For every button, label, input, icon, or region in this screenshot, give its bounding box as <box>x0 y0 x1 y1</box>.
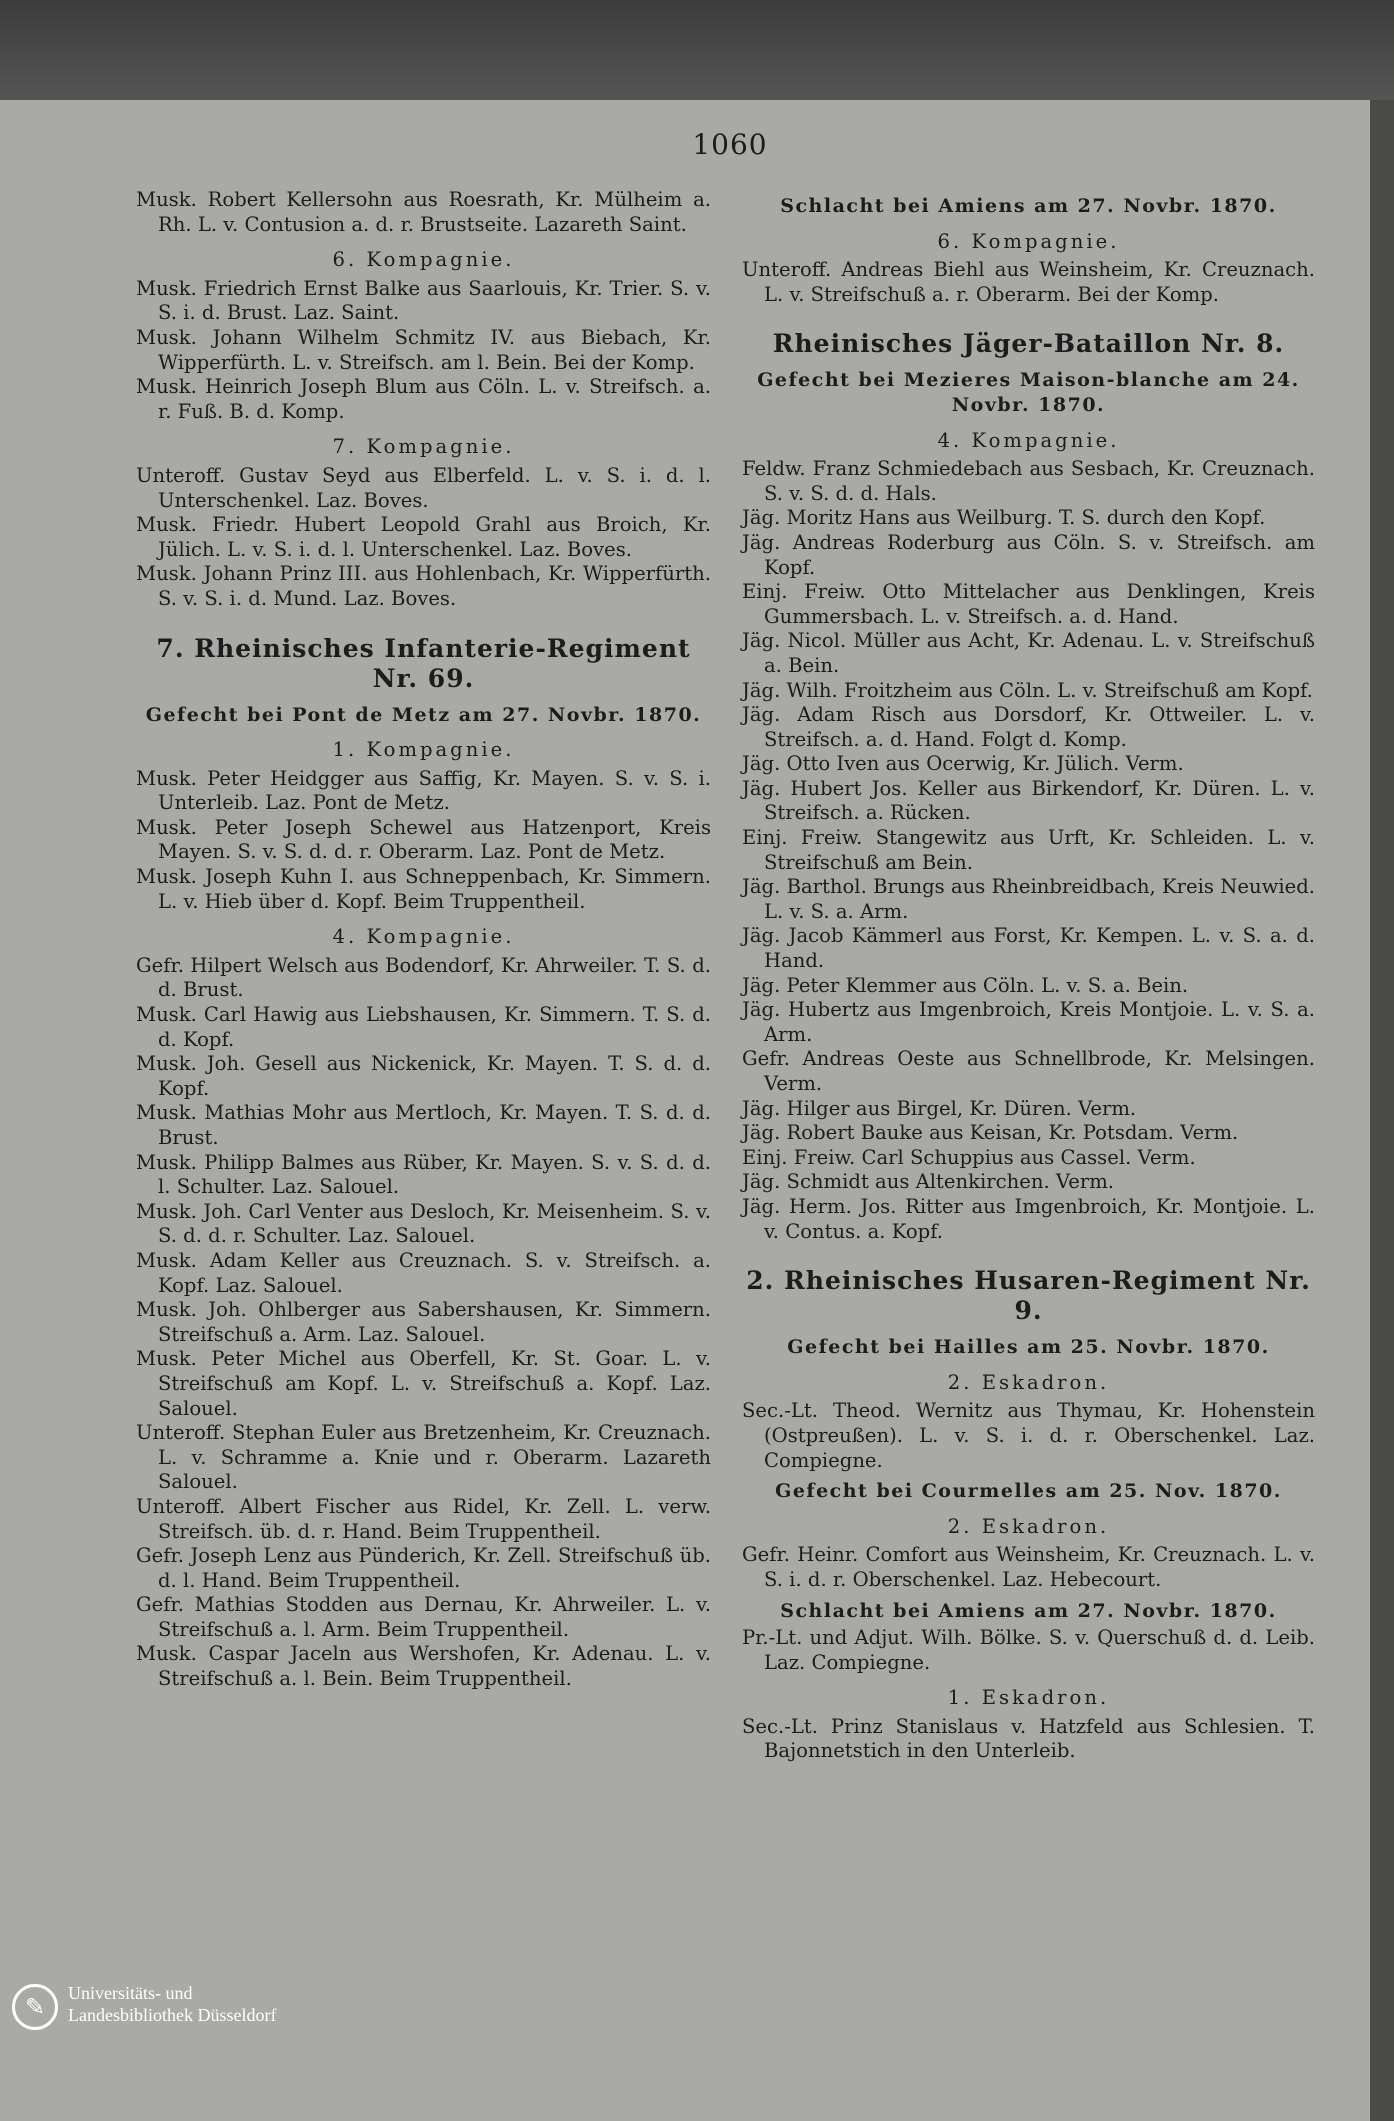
casualty-entry: Jäg. Moritz Hans aus Weilburg. T. S. durch den Kopf. <box>742 506 1266 530</box>
casualty-entry: Musk. Johann Wilhelm Schmitz IV. aus Biebach, Kr. Wipperfürth. L. v. Streifsch. am l. Bein. Bei der Komp. <box>136 325 711 374</box>
company-heading: 1. Kompagnie. <box>332 738 515 762</box>
ulb-logo-icon: ✎ <box>12 1984 58 2030</box>
company-heading: 7. Kompagnie. <box>332 435 515 459</box>
casualty-entry: Jäg. Peter Klemmer aus Cöln. L. v. S. a. Bein. <box>742 973 1189 997</box>
left-column <box>136 188 711 1692</box>
casualty-entry: Sec.-Lt. Theod. Wernitz aus Thymau, Kr. Hohenstein (Ostpreußen). L. v. S. i. d. r. Oberschenkel. Laz. Compiegne. <box>742 1399 1315 1472</box>
company-heading: 1. Eskadron. <box>947 1686 1110 1710</box>
casualty-entry: Musk. Heinrich Joseph Blum aus Cöln. L. v. Streifsch. a. r. Fuß. B. d. Komp. <box>136 375 711 423</box>
casualty-entry: Jäg. Robert Bauke aus Keisan, Kr. Potsdam. Verm. <box>742 1121 1239 1145</box>
casualty-entry: Musk. Robert Kellersohn aus Roesrath, Kr. Mülheim a. Rh. L. v. Contusion a. d. r. Brustseite. Lazareth Saint. <box>136 188 711 236</box>
scan-border <box>0 0 1394 100</box>
casualty-entry: Jäg. Herm. Jos. Ritter aus Imgenbroich, Kr. Montjoie. L. v. Contus. a. Kopf. <box>742 1194 1315 1243</box>
regiment-heading: 2. Rheinisches Husaren-Regiment Nr. 9. <box>746 1266 1311 1326</box>
casualty-entry: Pr.-Lt. und Adjut. Wilh. Bölke. S. v. Querschuß d. d. Leib. Laz. Compiegne. <box>742 1626 1315 1674</box>
casualty-entry: Einj. Freiw. Stangewitz aus Urft, Kr. Schleiden. L. v. Streifschuß am Bein. <box>742 826 1315 874</box>
casualty-entry: Gefr. Hilpert Welsch aus Bodendorf, Kr. Ahrweiler. T. S. d. d. Brust. <box>136 953 711 1002</box>
right-column <box>742 188 1315 1764</box>
document-page <box>0 100 1370 2121</box>
casualty-entry: Sec.-Lt. Prinz Stanislaus v. Hatzfeld aus Schlesien. T. Bajonnetstich in den Unterleib. <box>742 1714 1315 1763</box>
casualty-entry: Musk. Mathias Mohr aus Mertloch, Kr. Mayen. T. S. d. d. Brust. <box>136 1101 711 1149</box>
casualty-entry: Gefr. Heinr. Comfort aus Weinsheim, Kr. Creuznach. L. v. S. i. d. r. Oberschenkel. Laz. Hebecourt. <box>742 1543 1315 1591</box>
watermark-line-2: Landesbibliothek Düsseldorf <box>68 2005 277 2025</box>
casualty-entry: Jäg. Otto Iven aus Ocerwig, Kr. Jülich. Verm. <box>742 752 1184 776</box>
company-heading: 4. Kompagnie. <box>937 428 1120 452</box>
casualty-entry: Feldw. Franz Schmiedebach aus Sesbach, Kr. Creuznach. S. v. S. d. d. Hals. <box>742 457 1315 505</box>
casualty-entry: Musk. Joseph Kuhn I. aus Schneppenbach, Kr. Simmern. L. v. Hieb über d. Kopf. Beim Truppentheil. <box>136 865 711 913</box>
battle-heading: Gefecht bei Courmelles am 25. Nov. 1870. <box>775 1480 1282 1503</box>
casualty-entry: Jäg. Barthol. Brungs aus Rheinbreidbach, Kreis Neuwied. L. v. S. a. Arm. <box>742 875 1315 923</box>
battle-heading: Schlacht bei Amiens am 27. Novbr. 1870. <box>780 195 1277 217</box>
company-heading: 6. Kompagnie. <box>937 229 1120 253</box>
company-heading: 2. Eskadron. <box>947 1370 1110 1394</box>
battle-heading: Schlacht bei Amiens am 27. Novbr. 1870. <box>780 1599 1277 1622</box>
company-heading: 4. Kompagnie. <box>332 925 515 949</box>
casualty-entry: Einj. Freiw. Otto Mittelacher aus Denklingen, Kreis Gummersbach. L. v. Streifsch. a. d. Hand. <box>742 580 1315 628</box>
watermark-line-1: Universitäts- und <box>68 1983 193 2003</box>
casualty-entry: Unteroff. Gustav Seyd aus Elberfeld. L. v. S. i. d. l. Unterschenkel. Laz. Boves. <box>136 463 711 512</box>
casualty-entry: Jäg. Hilger aus Birgel, Kr. Düren. Verm. <box>742 1096 1137 1120</box>
casualty-entry: Musk. Philipp Balmes aus Rüber, Kr. Mayen. S. v. S. d. d. l. Schulter. Laz. Salouel. <box>136 1150 711 1199</box>
battle-heading: Gefecht bei Hailles am 25. Novbr. 1870. <box>787 1336 1270 1359</box>
casualty-entry: Jäg. Nicol. Müller aus Acht, Kr. Adenau. L. v. Streifschuß a. Bein. <box>742 629 1315 677</box>
casualty-entry: Musk. Carl Hawig aus Liebshausen, Kr. Simmern. T. S. d. d. Kopf. <box>136 1003 711 1051</box>
casualty-entry: Gefr. Andreas Oeste aus Schnellbrode, Kr. Melsingen. Verm. <box>742 1047 1315 1095</box>
casualty-entry: Gefr. Joseph Lenz aus Pünderich, Kr. Zell. Streifschuß üb. d. l. Hand. Beim Truppentheil. <box>136 1544 711 1592</box>
casualty-entry: Musk. Peter Heidgger aus Saffig, Kr. Mayen. S. v. S. i. Unterleib. Laz. Pont de Metz. <box>136 766 711 815</box>
casualty-entry: Musk. Friedrich Ernst Balke aus Saarlouis, Kr. Trier. S. v. S. i. d. Brust. Laz. Saint. <box>136 276 711 325</box>
library-watermark <box>12 1978 312 2030</box>
casualty-entry: Musk. Peter Michel aus Oberfell, Kr. St. Goar. L. v. Streifschuß am Kopf. L. v. Streifschuß a. Kopf. Laz. Salouel. <box>136 1347 711 1420</box>
casualty-entry: Musk. Joh. Carl Venter aus Desloch, Kr. Meisenheim. S. v. S. d. d. r. Schulter. Laz. Salouel. <box>136 1199 711 1248</box>
company-heading: 2. Eskadron. <box>947 1514 1110 1538</box>
casualty-entry: Musk. Adam Keller aus Creuznach. S. v. Streifsch. a. Kopf. Laz. Salouel. <box>136 1248 711 1297</box>
casualty-entry: Jäg. Andreas Roderburg aus Cöln. S. v. Streifsch. am Kopf. <box>742 530 1315 579</box>
casualty-entry: Musk. Joh. Ohlberger aus Sabershausen, Kr. Simmern. Streifschuß a. Arm. Laz. Salouel. <box>136 1298 711 1346</box>
casualty-entry: Musk. Johann Prinz III. aus Hohlenbach, Kr. Wipperfürth. S. v. S. i. d. Mund. Laz. Boves. <box>136 562 711 610</box>
company-heading: 6. Kompagnie. <box>332 248 515 272</box>
casualty-entry: Musk. Friedr. Hubert Leopold Grahl aus Broich, Kr. Jülich. L. v. S. i. d. l. Unterschenkel. Laz. Boves. <box>136 513 711 561</box>
casualty-entry: Musk. Peter Joseph Schewel aus Hatzenport, Kreis Mayen. S. v. S. d. d. r. Oberarm. Laz. Pont de Metz. <box>136 815 711 864</box>
regiment-heading: 7. Rheinisches Infanterie-Regiment Nr. 69. <box>156 633 691 693</box>
casualty-entry: Jäg. Hubert Jos. Keller aus Birkendorf, Kr. Düren. L. v. Streifsch. a. Rücken. <box>742 776 1315 825</box>
casualty-entry: Unteroff. Stephan Euler aus Bretzenheim, Kr. Creuznach. L. v. Schramme a. Knie und r. Oberarm. Lazareth Salouel. <box>136 1421 711 1494</box>
casualty-entry: Musk. Joh. Gesell aus Nickenick, Kr. Mayen. T. S. d. d. Kopf. <box>136 1052 711 1100</box>
regiment-heading: Rheinisches Jäger-Bataillon Nr. 8. <box>772 329 1285 359</box>
casualty-entry: Jäg. Adam Risch aus Dorsdorf, Kr. Ottweiler. L. v. Streifsch. a. d. Hand. Folgt d. Komp. <box>742 703 1315 751</box>
casualty-entry: Einj. Freiw. Carl Schuppius aus Cassel. Verm. <box>742 1145 1196 1169</box>
casualty-entry: Jäg. Jacob Kämmerl aus Forst, Kr. Kempen. L. v. S. a. d. Hand. <box>742 924 1315 973</box>
battle-heading: Gefecht bei Mezieres Maison-blanche am 24. Novbr. 1870. <box>757 369 1300 416</box>
casualty-entry: Jäg. Hubertz aus Imgenbroich, Kreis Montjoie. L. v. S. a. Arm. <box>742 998 1315 1046</box>
casualty-entry: Jäg. Schmidt aus Altenkirchen. Verm. <box>742 1170 1115 1194</box>
casualty-entry: Musk. Caspar Jaceln aus Wershofen, Kr. Adenau. L. v. Streifschuß a. l. Bein. Beim Truppentheil. <box>136 1642 711 1691</box>
battle-heading: Gefecht bei Pont de Metz am 27. Novbr. 1870. <box>145 703 702 726</box>
casualty-entry: Unteroff. Albert Fischer aus Ridel, Kr. Zell. L. verw. Streifsch. üb. d. r. Hand. Beim Truppentheil. <box>136 1494 711 1543</box>
casualty-entry: Unteroff. Andreas Biehl aus Weinsheim, Kr. Creuznach. L. v. Streifschuß a. r. Oberarm. Bei der Komp. <box>742 258 1315 306</box>
page-number: 1060 <box>692 128 768 161</box>
casualty-entry: Gefr. Mathias Stodden aus Dernau, Kr. Ahrweiler. L. v. Streifschuß a. l. Arm. Beim Truppentheil. <box>136 1593 711 1641</box>
casualty-entry: Jäg. Wilh. Froitzheim aus Cöln. L. v. Streifschuß am Kopf. <box>742 678 1313 702</box>
